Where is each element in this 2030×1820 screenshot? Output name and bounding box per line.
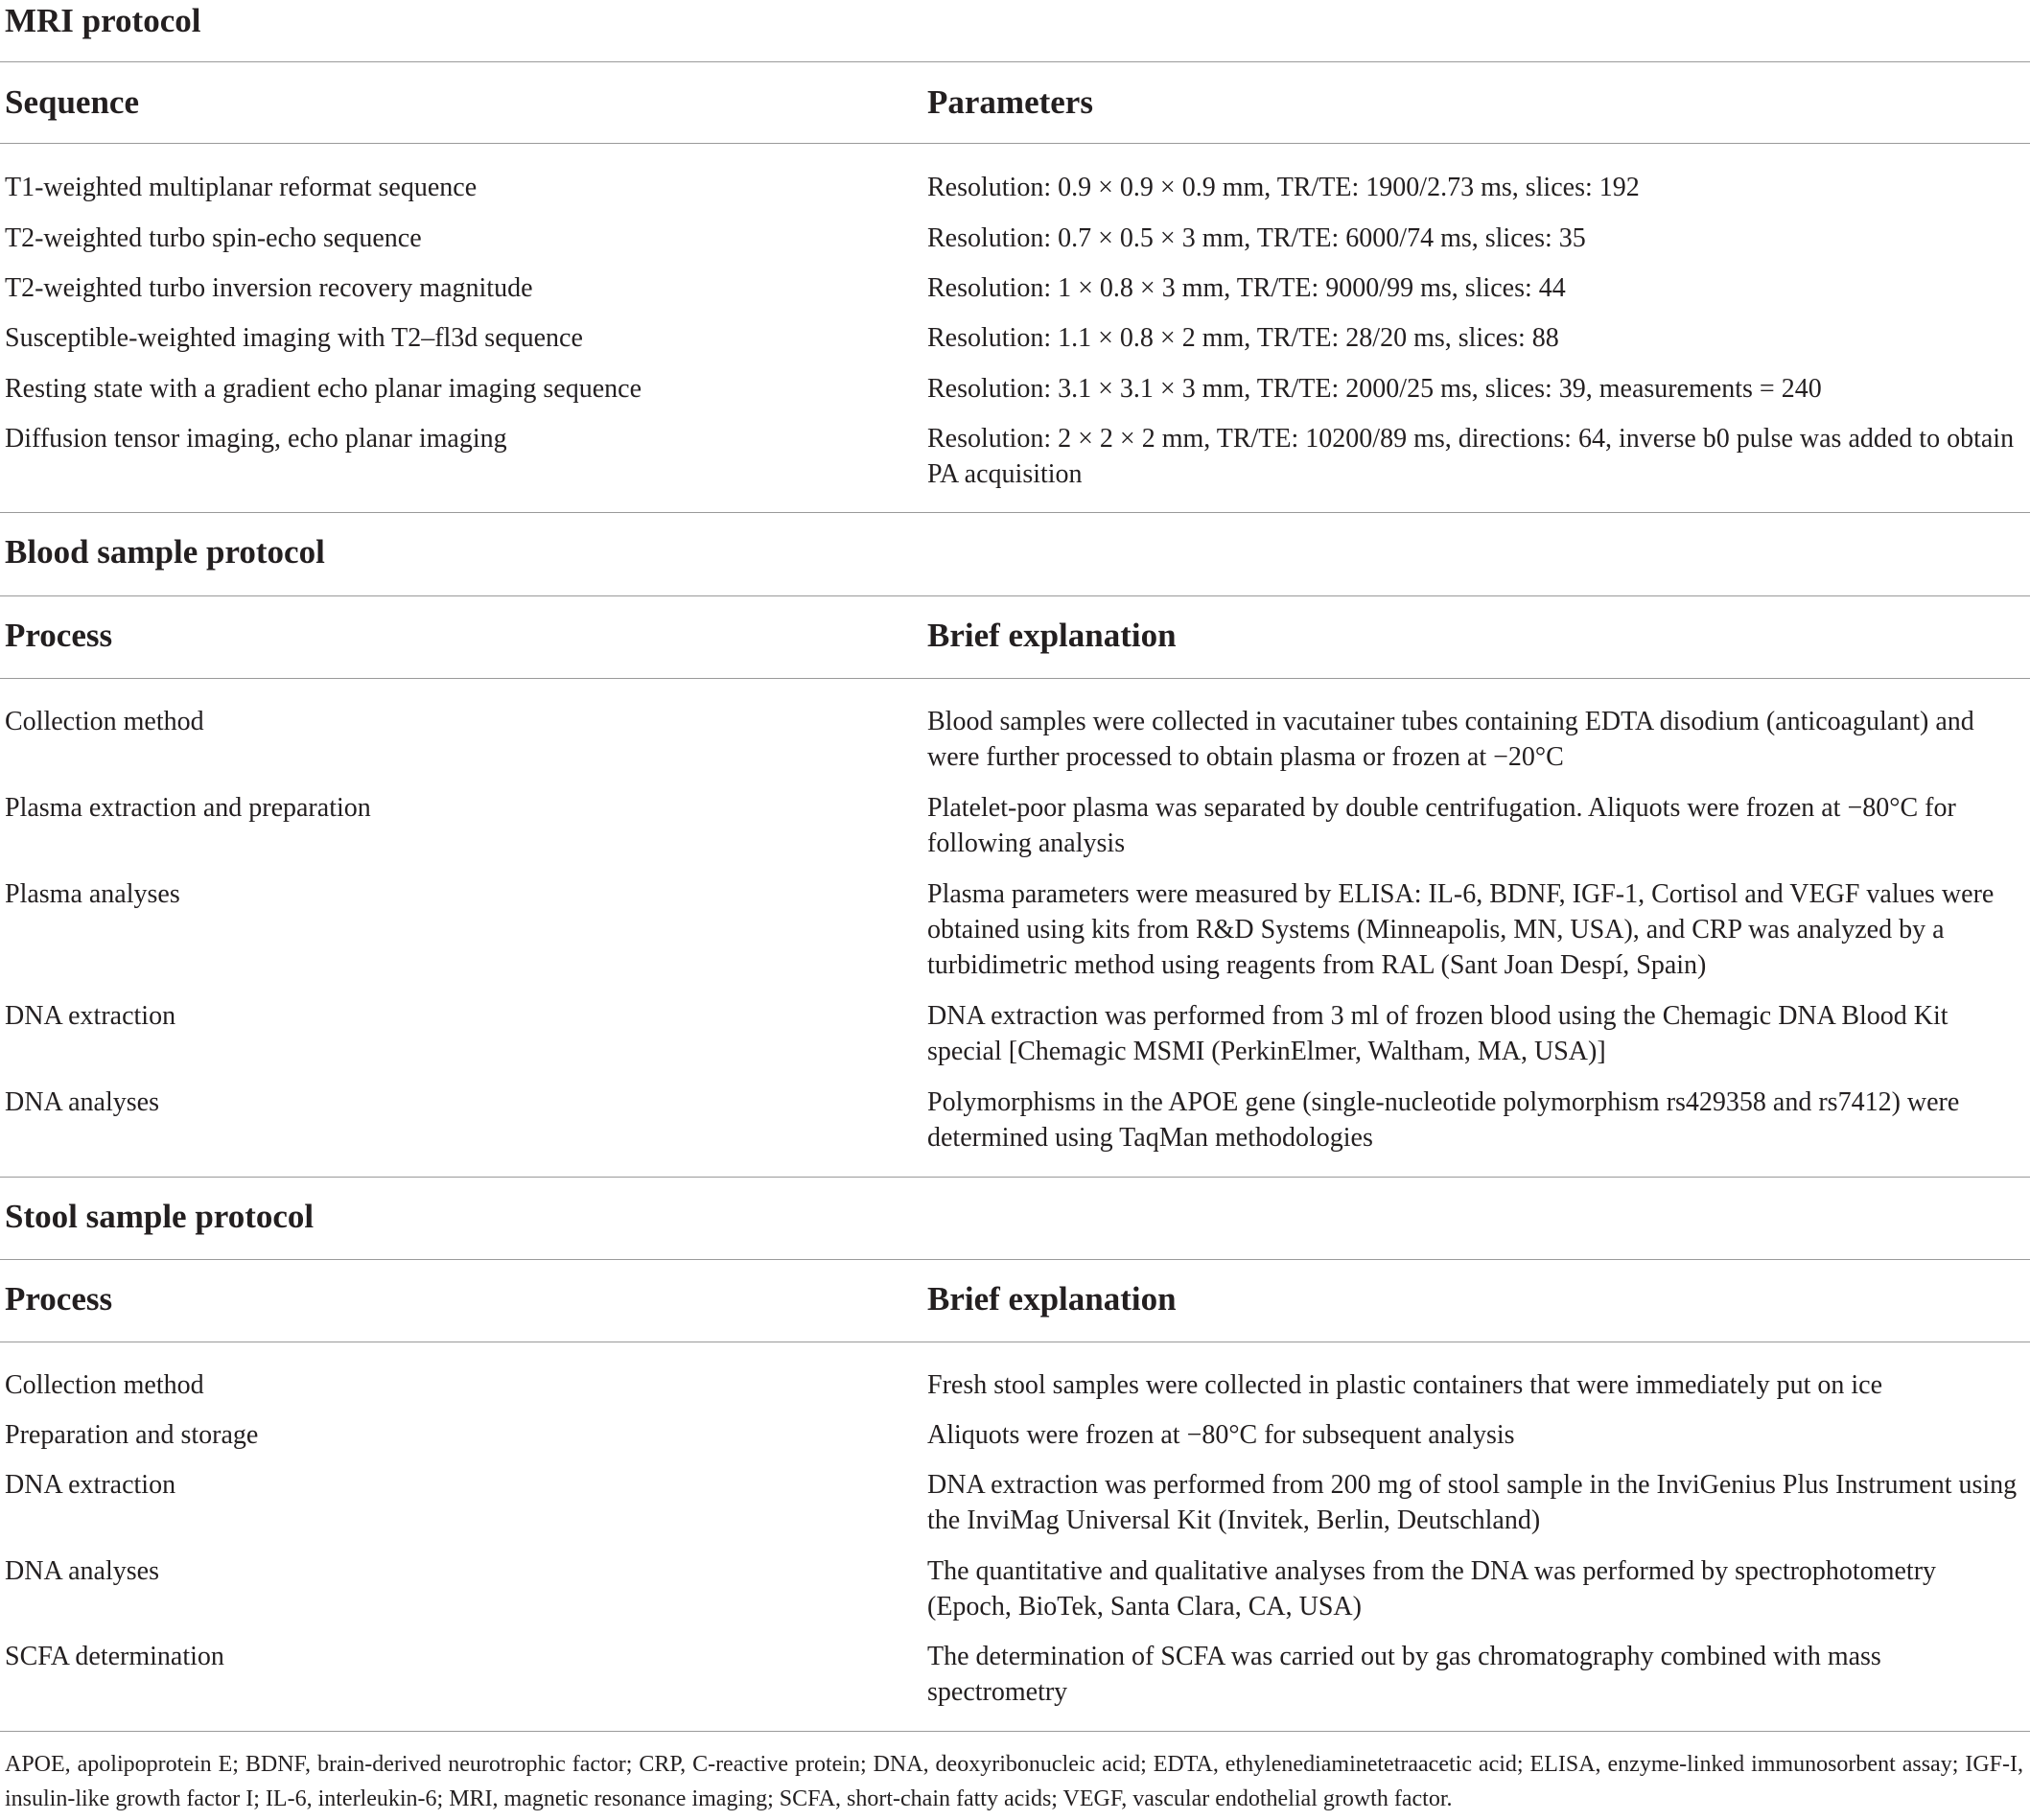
row-value: Resolution: 3.1 × 3.1 × 3 mm, TR/TE: 2000/25 ms, slices: 39, measurements = 240 bbox=[927, 374, 1822, 404]
row-label: DNA analyses bbox=[5, 1087, 159, 1117]
section-title-stool: Stool sample protocol bbox=[5, 1198, 315, 1235]
row-label: Collection method bbox=[5, 707, 204, 736]
row-value: Platelet-poor plasma was separated by double centrifugation. Aliquots were frozen at −80°C for following analysis bbox=[927, 793, 1956, 858]
column-header-brief-explanation: Brief explanation bbox=[927, 1280, 1177, 1318]
row-value: Resolution: 1.1 × 0.8 × 2 mm, TR/TE: 28/20 ms, slices: 88 bbox=[927, 323, 1559, 353]
divider bbox=[0, 61, 2030, 62]
section-title-mri: MRI protocol bbox=[5, 2, 201, 39]
row-value: Blood samples were collected in vacutainer tubes containing EDTA disodium (anticoagulant) and were further processed to obtain plasma or frozen at −20°C bbox=[927, 707, 1974, 772]
table-footnote: APOE, apolipoprotein E; BDNF, brain-derived neurotrophic factor; CRP, C-reactive protein; DNA, deoxyribonucleic acid; EDTA, ethylenediaminetetraacetic acid; ELISA, enzyme-linked immunosorbent assay; IGF-I, insulin-like growth factor I; IL-6, interleukin-6; MRI, magnetic resonance imaging; SCFA, short-chain fatty acids; VEGF, vascular endothelial growth factor. bbox=[5, 1752, 2023, 1811]
column-header-parameters: Parameters bbox=[927, 83, 1093, 121]
row-value: Resolution: 0.7 × 0.5 × 3 mm, TR/TE: 6000/74 ms, slices: 35 bbox=[927, 223, 1586, 253]
row-label: Preparation and storage bbox=[5, 1420, 259, 1450]
row-label: T2-weighted turbo inversion recovery magnitude bbox=[5, 273, 533, 303]
row-value: Resolution: 0.9 × 0.9 × 0.9 mm, TR/TE: 1900/2.73 ms, slices: 192 bbox=[927, 173, 1640, 202]
column-header-process: Process bbox=[5, 1280, 113, 1318]
divider bbox=[0, 512, 2030, 513]
row-value: Aliquots were frozen at −80°C for subsequent analysis bbox=[927, 1420, 1515, 1450]
row-value: The quantitative and qualitative analyses from the DNA was performed by spectrophotometry (Epoch, BioTek, Santa Clara, CA, USA) bbox=[927, 1556, 1937, 1622]
row-value: DNA extraction was performed from 200 mg of stool sample in the InviGenius Plus Instrument using the InviMag Universal Kit (Invitek, Berlin, Deutschland) bbox=[927, 1470, 2018, 1535]
row-label: Resting state with a gradient echo planar imaging sequence bbox=[5, 374, 642, 404]
row-label: T2-weighted turbo spin-echo sequence bbox=[5, 223, 422, 253]
row-value: Polymorphisms in the APOE gene (single-nucleotide polymorphism rs429358 and rs7412) were determined using TaqMan methodologies bbox=[927, 1087, 1960, 1153]
divider bbox=[0, 1731, 2030, 1732]
row-label: Plasma extraction and preparation bbox=[5, 793, 371, 823]
column-header-sequence: Sequence bbox=[5, 83, 139, 121]
row-label: DNA analyses bbox=[5, 1556, 159, 1586]
divider bbox=[0, 678, 2030, 679]
divider bbox=[0, 1259, 2030, 1260]
row-label: Collection method bbox=[5, 1370, 204, 1400]
divider bbox=[0, 595, 2030, 596]
row-label: DNA extraction bbox=[5, 1001, 176, 1031]
row-label: Susceptible-weighted imaging with T2–fl3d sequence bbox=[5, 323, 583, 353]
row-value: Fresh stool samples were collected in plastic containers that were immediately put on ice bbox=[927, 1370, 1883, 1400]
row-label: T1-weighted multiplanar reformat sequence bbox=[5, 173, 478, 202]
row-label: Diffusion tensor imaging, echo planar imaging bbox=[5, 424, 507, 454]
row-value: DNA extraction was performed from 3 ml of frozen blood using the Chemagic DNA Blood Kit special [Chemagic MSMI (PerkinElmer, Waltham, MA, USA)] bbox=[927, 1001, 1948, 1066]
row-value: Resolution: 2 × 2 × 2 mm, TR/TE: 10200/89 ms, directions: 64, inverse b0 pulse was added to obtain PA acquisition bbox=[927, 424, 2015, 489]
divider bbox=[0, 1177, 2030, 1178]
column-header-process: Process bbox=[5, 617, 113, 654]
row-label: SCFA determination bbox=[5, 1642, 224, 1671]
row-value: The determination of SCFA was carried out by gas chromatography combined with mass spectrometry bbox=[927, 1642, 1881, 1707]
divider bbox=[0, 143, 2030, 144]
row-value: Plasma parameters were measured by ELISA: IL-6, BDNF, IGF-1, Cortisol and VEGF values were obtained using kits from R&D Systems (Minneapolis, MN, USA), and CRP was analyzed by a turbidimetric method using reagents from RAL (Sant Joan Despí, Spain) bbox=[927, 879, 1995, 980]
row-value: Resolution: 1 × 0.8 × 3 mm, TR/TE: 9000/99 ms, slices: 44 bbox=[927, 273, 1566, 303]
column-header-brief-explanation: Brief explanation bbox=[927, 617, 1177, 654]
row-label: DNA extraction bbox=[5, 1470, 176, 1500]
section-title-blood: Blood sample protocol bbox=[5, 533, 325, 571]
row-label: Plasma analyses bbox=[5, 879, 180, 909]
